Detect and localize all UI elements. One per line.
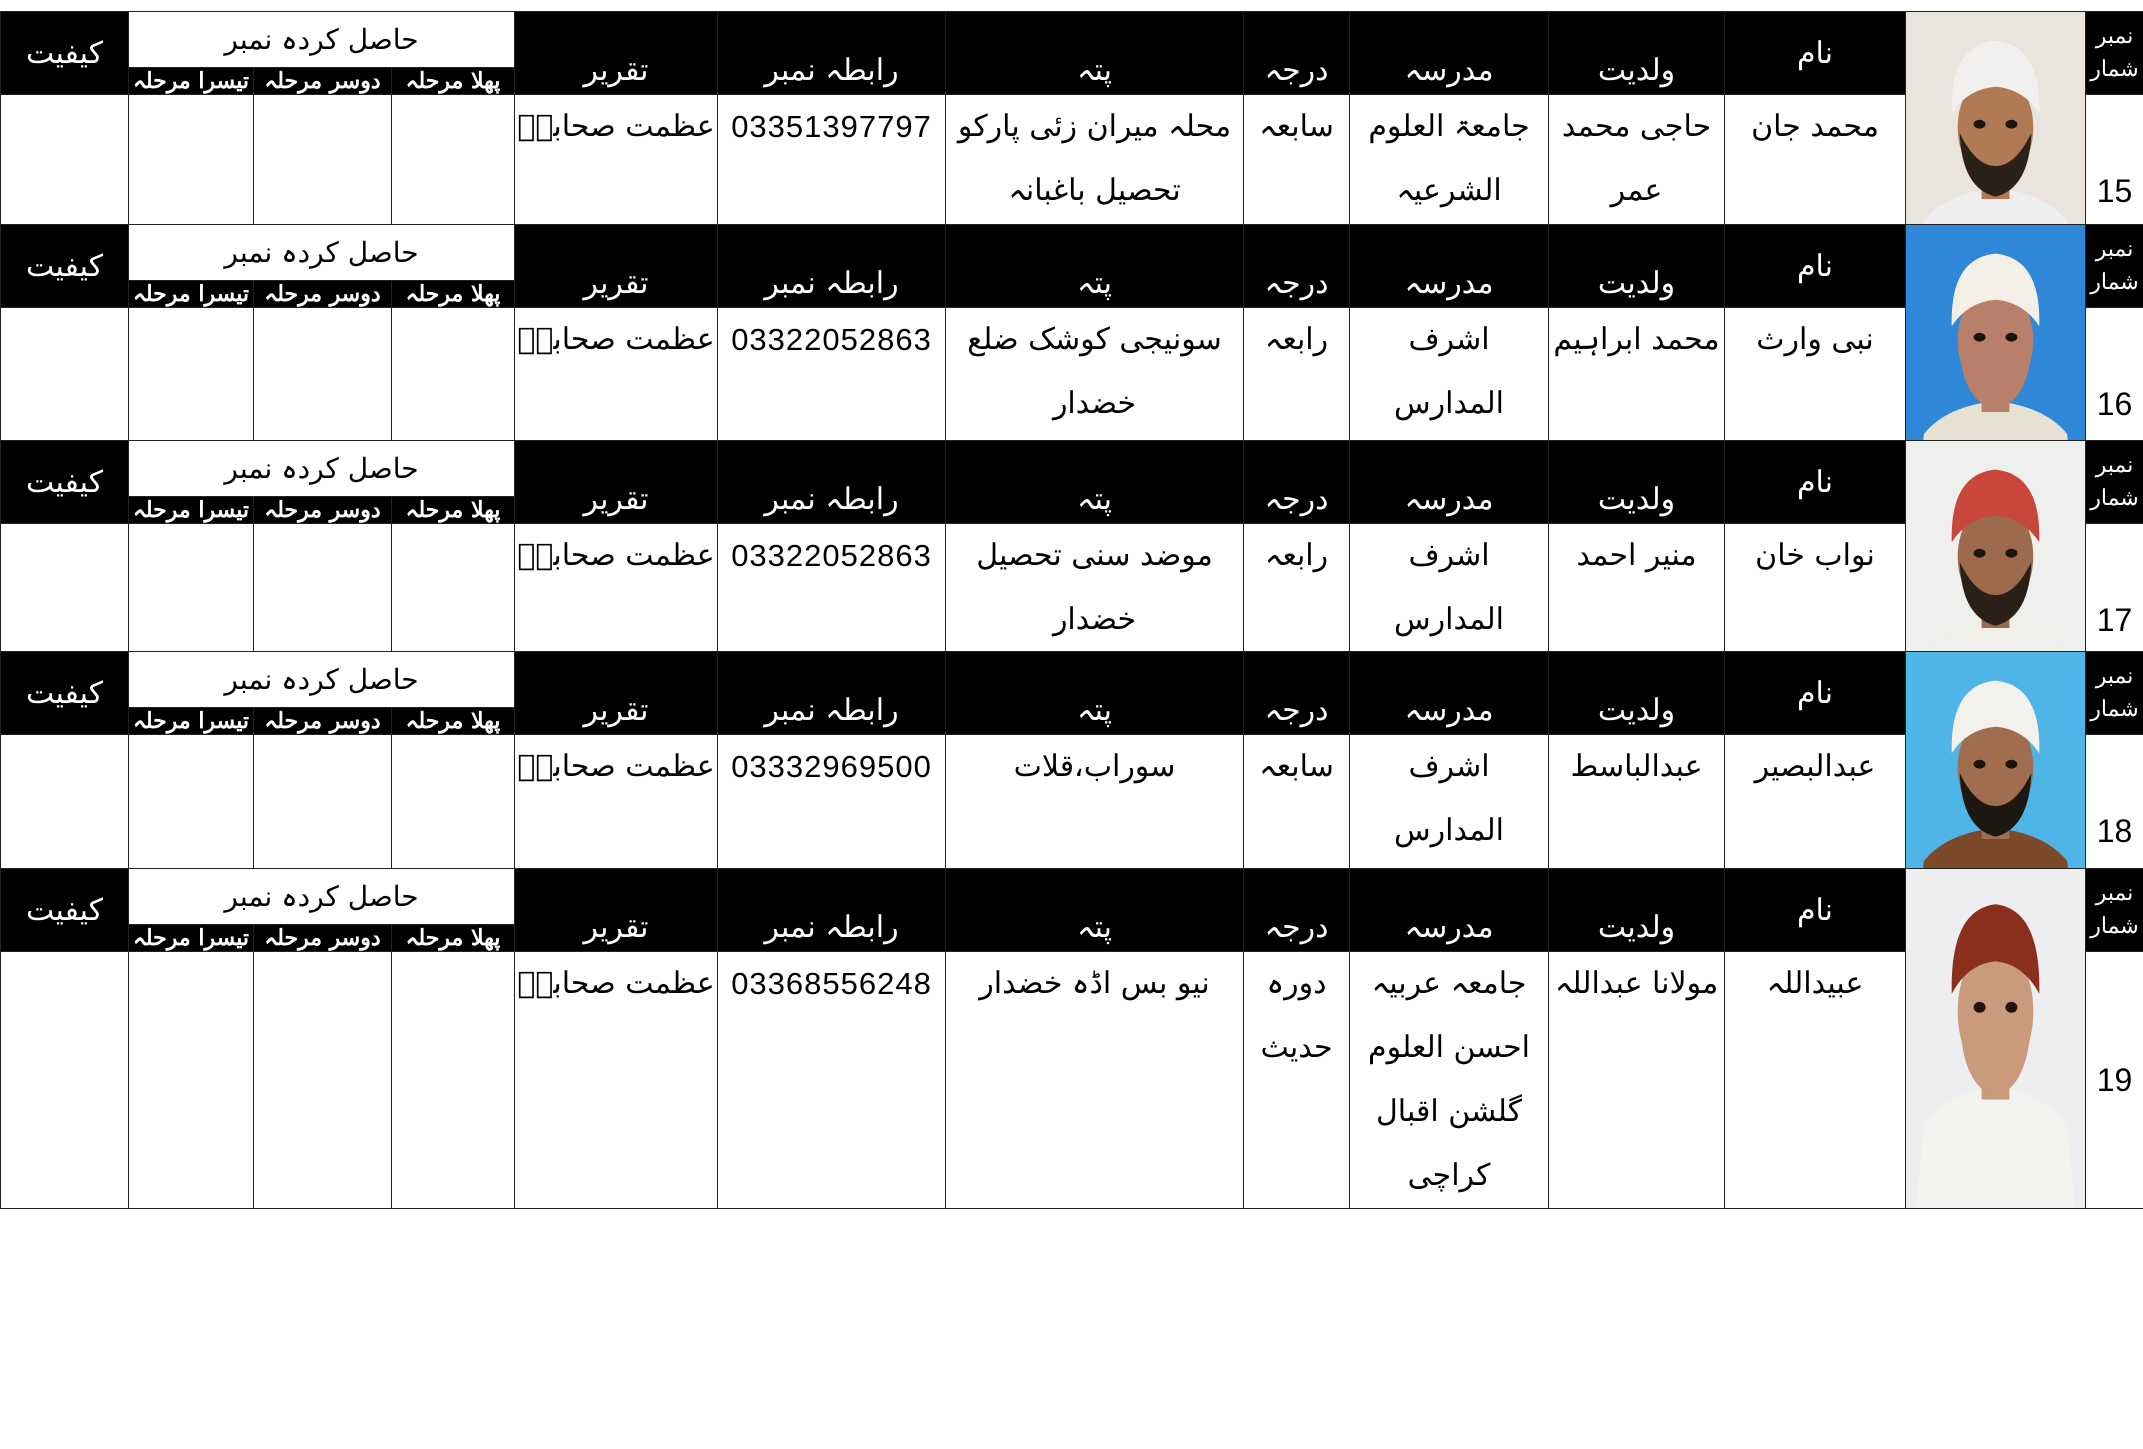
header-naam: نام [1725,441,1906,524]
student-record-block [0,868,2143,1193]
address-line-1: موضد سنی تحصیل خضدار [976,538,1213,637]
header-stage1: پھلا مرحلہ [392,68,515,95]
header-number-shumar: نمبر شمار [2086,12,2143,95]
header-kefiyat: کیفیت [1,225,129,308]
serial-number-value: 16 [2096,385,2133,422]
address-line-1: نیو بس اڈہ خضدار [979,966,1210,1001]
header-naam: نام [1725,12,1906,95]
student-name-value: نبی وارث [1756,322,1874,357]
darja-line-1: رابعہ [1264,322,1329,357]
student-record-table [0,868,2143,1209]
taqreer-value: عظمت صحابہؓ [517,538,715,573]
kefiyat-cell [1,952,129,1209]
student-name-value: محمد جان [1751,109,1879,144]
header-madrasa: مدرسہ [1350,652,1549,735]
father-name-value: عبدالباسط [1570,749,1703,784]
header-rabta-number: رابطہ نمبر [718,225,946,308]
header-darja: درجہ [1244,225,1350,308]
madrasa-line-1: اشرف المدارس [1394,538,1505,637]
student-photo-cell [1906,869,2086,1209]
header-darja: درجہ [1244,869,1350,952]
header-stage2: دوسر مرحلہ [254,497,392,524]
phone-value: 03322052863 [731,538,932,573]
header-taqreer: تقریر [515,12,718,95]
header-number-shumar: نمبر شمار [2086,441,2143,524]
header-stage2: دوسر مرحلہ [254,708,392,735]
header-stage3: تیسرا مرحلہ [129,281,254,308]
header-stage3: تیسرا مرحلہ [129,68,254,95]
header-stage1: پھلا مرحلہ [392,281,515,308]
madrasa-line-1: اشرف المدارس [1394,322,1505,421]
header-pata: پتہ [946,441,1244,524]
father-name-value: محمد ابراہیم [1553,322,1720,357]
serial-number-value: 19 [2096,1061,2133,1098]
header-darja: درجہ [1244,652,1350,735]
taqreer-value: عظمت صحابہؓ [517,109,715,144]
header-naam: نام [1725,652,1906,735]
madrasa-line-1: اشرف المدارس [1394,749,1505,848]
header-hasil-karda-number: حاصل کردہ نمبر [129,869,515,925]
header-pata: پتہ [946,869,1244,952]
phone-value: 03322052863 [731,322,932,357]
header-stage3: تیسرا مرحلہ [129,497,254,524]
header-madrasa: مدرسہ [1350,225,1549,308]
header-madrasa: مدرسہ [1350,869,1549,952]
father-name-value: منیر احمد [1576,538,1697,573]
header-naam: نام [1725,869,1906,952]
header-walidiyat: ولدیت [1549,225,1725,308]
serial-number-cell [2086,952,2143,1209]
student-photo [1906,869,2085,1208]
header-rabta-number: رابطہ نمبر [718,12,946,95]
header-hasil-karda-number: حاصل کردہ نمبر [129,225,515,281]
header-kefiyat: کیفیت [1,869,129,952]
header-pata: پتہ [946,652,1244,735]
header-madrasa: مدرسہ [1350,12,1549,95]
header-kefiyat: کیفیت [1,441,129,524]
darja-cell [1244,952,1350,1209]
address-line-1: محلہ میران زئی پارکو تحصیل باغبانہ [957,109,1232,208]
serial-number-value: 15 [2096,172,2133,209]
header-taqreer: تقریر [515,869,718,952]
taqreer-value: عظمت صحابہؓ [517,322,715,357]
stage3-score-cell [129,952,254,1209]
father-name-cell [1549,952,1725,1209]
darja-line-1: سابعہ [1259,109,1334,144]
taqreer-cell [515,952,718,1209]
father-name-value: حاجی محمد عمر [1561,109,1712,208]
phone-cell [718,952,946,1209]
taqreer-value: عظمت صحابہؓ [517,749,715,784]
madrasa-line-2: گلشن اقبال کراچی [1376,1094,1523,1193]
student-name-value: عبیداللہ [1766,966,1864,1001]
header-darja: درجہ [1244,12,1350,95]
phone-value: 03351397797 [731,109,932,144]
header-hasil-karda-number: حاصل کردہ نمبر [129,441,515,497]
header-stage3: تیسرا مرحلہ [129,925,254,952]
address-line-1: سونیجی کوشک ضلع خضدار [967,322,1222,421]
stage1-score-cell [392,952,515,1209]
header-taqreer: تقریر [515,652,718,735]
student-name-cell [1725,952,1906,1209]
student-name-value: نواب خان [1755,538,1875,573]
header-darja: درجہ [1244,441,1350,524]
header-pata: پتہ [946,12,1244,95]
darja-line-2: حدیث [1260,1030,1333,1065]
header-walidiyat: ولدیت [1549,869,1725,952]
header-stage1: پھلا مرحلہ [392,497,515,524]
header-stage2: دوسر مرحلہ [254,68,392,95]
serial-number-value: 17 [2096,601,2133,638]
phone-value: 03368556248 [731,966,932,1001]
address-cell [946,952,1244,1209]
header-walidiyat: ولدیت [1549,652,1725,735]
madrasa-line-1: جامعۃ العلوم الشرعیہ [1368,109,1530,208]
header-number-shumar: نمبر شمار [2086,225,2143,308]
header-hasil-karda-number: حاصل کردہ نمبر [129,652,515,708]
address-line-1: سوراب،قلات [1013,749,1176,784]
header-number-shumar: نمبر شمار [2086,652,2143,735]
madrasa-line-1: جامعہ عربیہ احسن العلوم [1368,966,1530,1065]
header-rabta-number: رابطہ نمبر [718,869,946,952]
phone-value: 03332969500 [731,749,932,784]
header-stage1: پھلا مرحلہ [392,925,515,952]
father-name-value: مولانا عبداللہ [1554,966,1719,1001]
header-pata: پتہ [946,225,1244,308]
darja-line-1: رابعہ [1264,538,1329,573]
header-rabta-number: رابطہ نمبر [718,652,946,735]
header-taqreer: تقریر [515,441,718,524]
darja-line-1: دورہ [1266,966,1327,1001]
header-madrasa: مدرسہ [1350,441,1549,524]
header-kefiyat: کیفیت [1,652,129,735]
header-stage2: دوسر مرحلہ [254,281,392,308]
taqreer-value: عظمت صحابہؓ [517,966,715,1001]
serial-number-value: 18 [2096,812,2133,849]
darja-line-1: سابعہ [1259,749,1334,784]
madrasa-cell [1350,952,1549,1209]
header-naam: نام [1725,225,1906,308]
stage2-score-cell [254,952,392,1209]
header-number-shumar: نمبر شمار [2086,869,2143,952]
header-stage2: دوسر مرحلہ [254,925,392,952]
header-rabta-number: رابطہ نمبر [718,441,946,524]
header-walidiyat: ولدیت [1549,441,1725,524]
header-taqreer: تقریر [515,225,718,308]
student-name-value: عبدالبصیر [1754,749,1876,784]
header-stage1: پھلا مرحلہ [392,708,515,735]
header-walidiyat: ولدیت [1549,12,1725,95]
header-hasil-karda-number: حاصل کردہ نمبر [129,12,515,68]
header-stage3: تیسرا مرحلہ [129,708,254,735]
header-kefiyat: کیفیت [1,12,129,95]
